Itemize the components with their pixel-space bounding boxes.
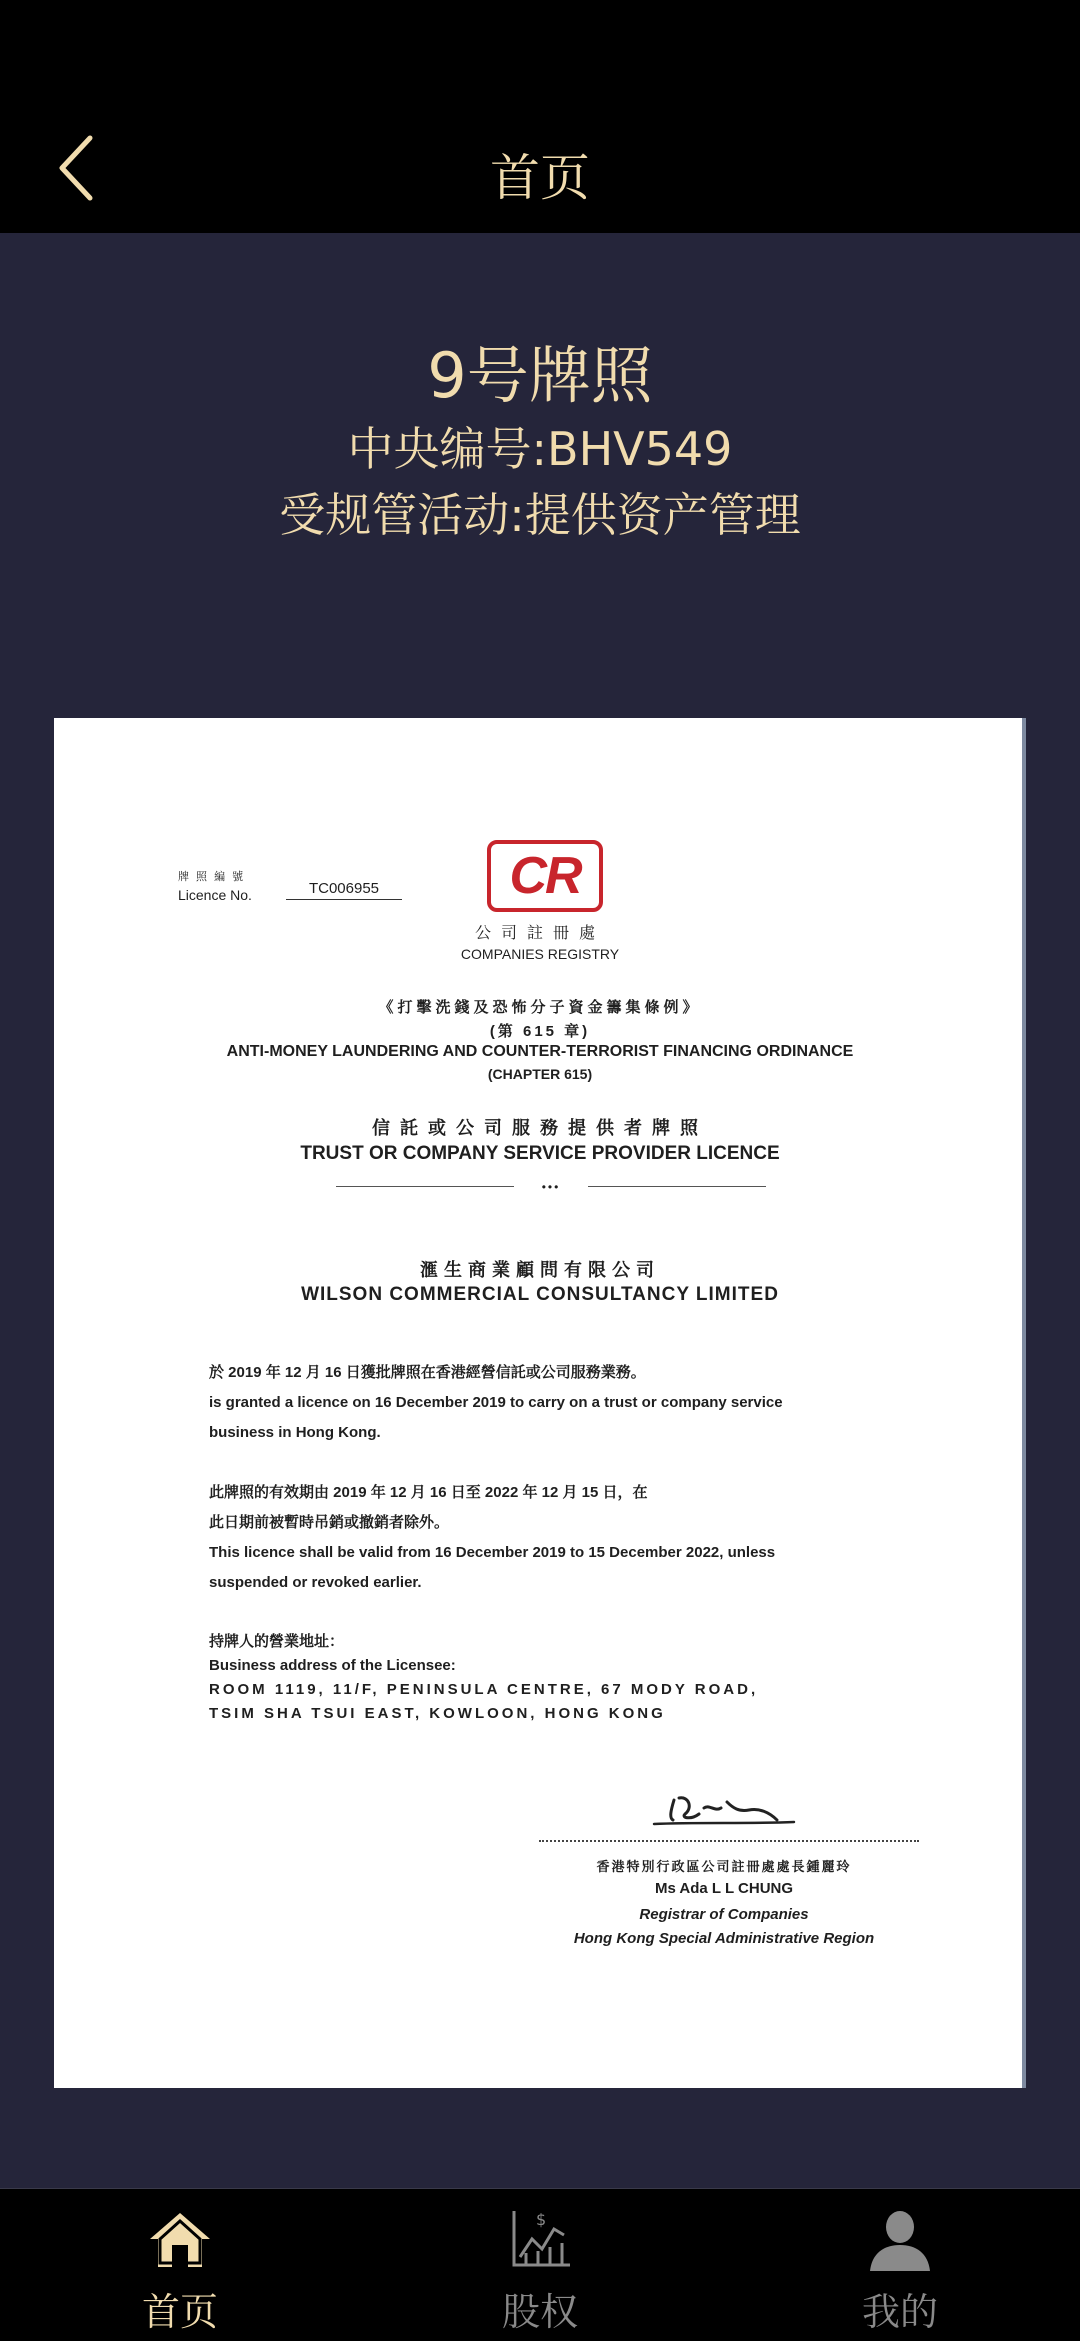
signatory-title: Registrar of Companies: [639, 1906, 809, 1923]
validity-paragraph: [209, 1478, 949, 1598]
address-paragraph: [209, 1630, 949, 1726]
signature-line: [539, 1840, 919, 1842]
licence-info: [0, 335, 1080, 549]
address-line-1: ROOM 1119, 11/F, PENINSULA CENTRE, 67 MODY ROAD,: [209, 1681, 759, 1698]
company-name-en: WILSON COMMERCIAL CONSULTANCY LIMITED: [301, 1284, 779, 1305]
address-label-en: Business address of the Licensee:: [209, 1657, 456, 1674]
address-line-2: TSIM SHA TSUI EAST, KOWLOON, HONG KONG: [209, 1705, 666, 1722]
registry-en: COMPANIES REGISTRY: [460, 946, 620, 962]
tab-equity-label: 股权: [501, 2290, 578, 2334]
licence-type-cn: 信託或公司服務提供者牌照: [372, 1118, 708, 1138]
tab-mine-label: 我的: [861, 2290, 938, 2334]
grant-paragraph: [209, 1358, 949, 1448]
chart-icon: [506, 2207, 574, 2273]
ordinance-en: ANTI-MONEY LAUNDERING AND COUNTER-TERRORIST FINANCING ORDINANCE: [226, 1043, 854, 1060]
ordinance-chapter-en: (CHAPTER 615): [487, 1066, 593, 1082]
grant-cn: 於 2019 年 12 月 16 日獲批牌照在香港經營信託或公司服務業務。: [209, 1364, 646, 1381]
licence-no-value: TC006955: [286, 880, 402, 900]
grant-en-line-1: is granted a licence on 16 December 2019 to carry on a trust or company service: [209, 1394, 783, 1411]
top-bar: [0, 0, 1080, 233]
licence-certificate-image: [54, 718, 1026, 2088]
validity-en-line-2: suspended or revoked earlier.: [209, 1574, 422, 1591]
tab-home[interactable]: [60, 2189, 300, 2341]
registry-cn: 公司註冊處: [474, 925, 605, 942]
signatory-name: Ms Ada L L CHUNG: [654, 1880, 794, 1897]
licence-no-label-en: Licence No.: [178, 887, 252, 903]
cr-logo: [487, 840, 603, 912]
tab-home-label: 首页: [141, 2290, 218, 2334]
licence-title: 9号牌照: [427, 339, 653, 412]
signature-image: [649, 1778, 799, 1838]
ordinance-chapter-cn: (第 615 章): [489, 1023, 591, 1040]
validity-cn-line-2: 此日期前被暫時吊銷或撤銷者除外。: [209, 1514, 450, 1531]
separator: [336, 1180, 766, 1194]
page-title: 首页: [490, 149, 590, 207]
home-icon: [146, 2207, 214, 2273]
grant-en-line-2: business in Hong Kong.: [209, 1424, 381, 1441]
tab-mine[interactable]: [780, 2189, 1020, 2341]
address-label-cn: 持牌人的營業地址：: [209, 1633, 345, 1650]
bottom-tab-bar: [0, 2188, 1080, 2341]
validity-en-line-1: This licence shall be valid from 16 December 2019 to 15 December 2022, unless: [209, 1544, 776, 1561]
signatory-region: Hong Kong Special Administrative Region: [573, 1930, 875, 1947]
central-number: 中央编号:BHV549: [347, 422, 733, 476]
user-icon: [866, 2207, 934, 2273]
licence-type-en: TRUST OR COMPANY SERVICE PROVIDER LICENCE: [300, 1143, 780, 1164]
cr-logo-text: CR: [509, 847, 581, 905]
tab-equity[interactable]: [420, 2189, 660, 2341]
validity-cn-line-1: 此牌照的有效期由 2019 年 12 月 16 日至 2022 年 12 月 15 日，在: [209, 1484, 648, 1501]
company-name-cn: 滙生商業顧問有限公司: [420, 1260, 660, 1280]
svg-text:$: $: [536, 2210, 547, 2229]
licence-no-label-cn: 牌 照 編 號: [178, 871, 246, 883]
ordinance-cn: 《打擊洗錢及恐怖分子資金籌集條例》: [378, 999, 702, 1016]
signatory-cn: 香港特別行政區公司註冊處處長鍾麗玲: [596, 1859, 852, 1874]
regulated-activity: 受规管活动:提供资产管理: [279, 488, 801, 542]
separator-dots: •••: [541, 1180, 561, 1194]
licence-no-label: [178, 868, 252, 904]
